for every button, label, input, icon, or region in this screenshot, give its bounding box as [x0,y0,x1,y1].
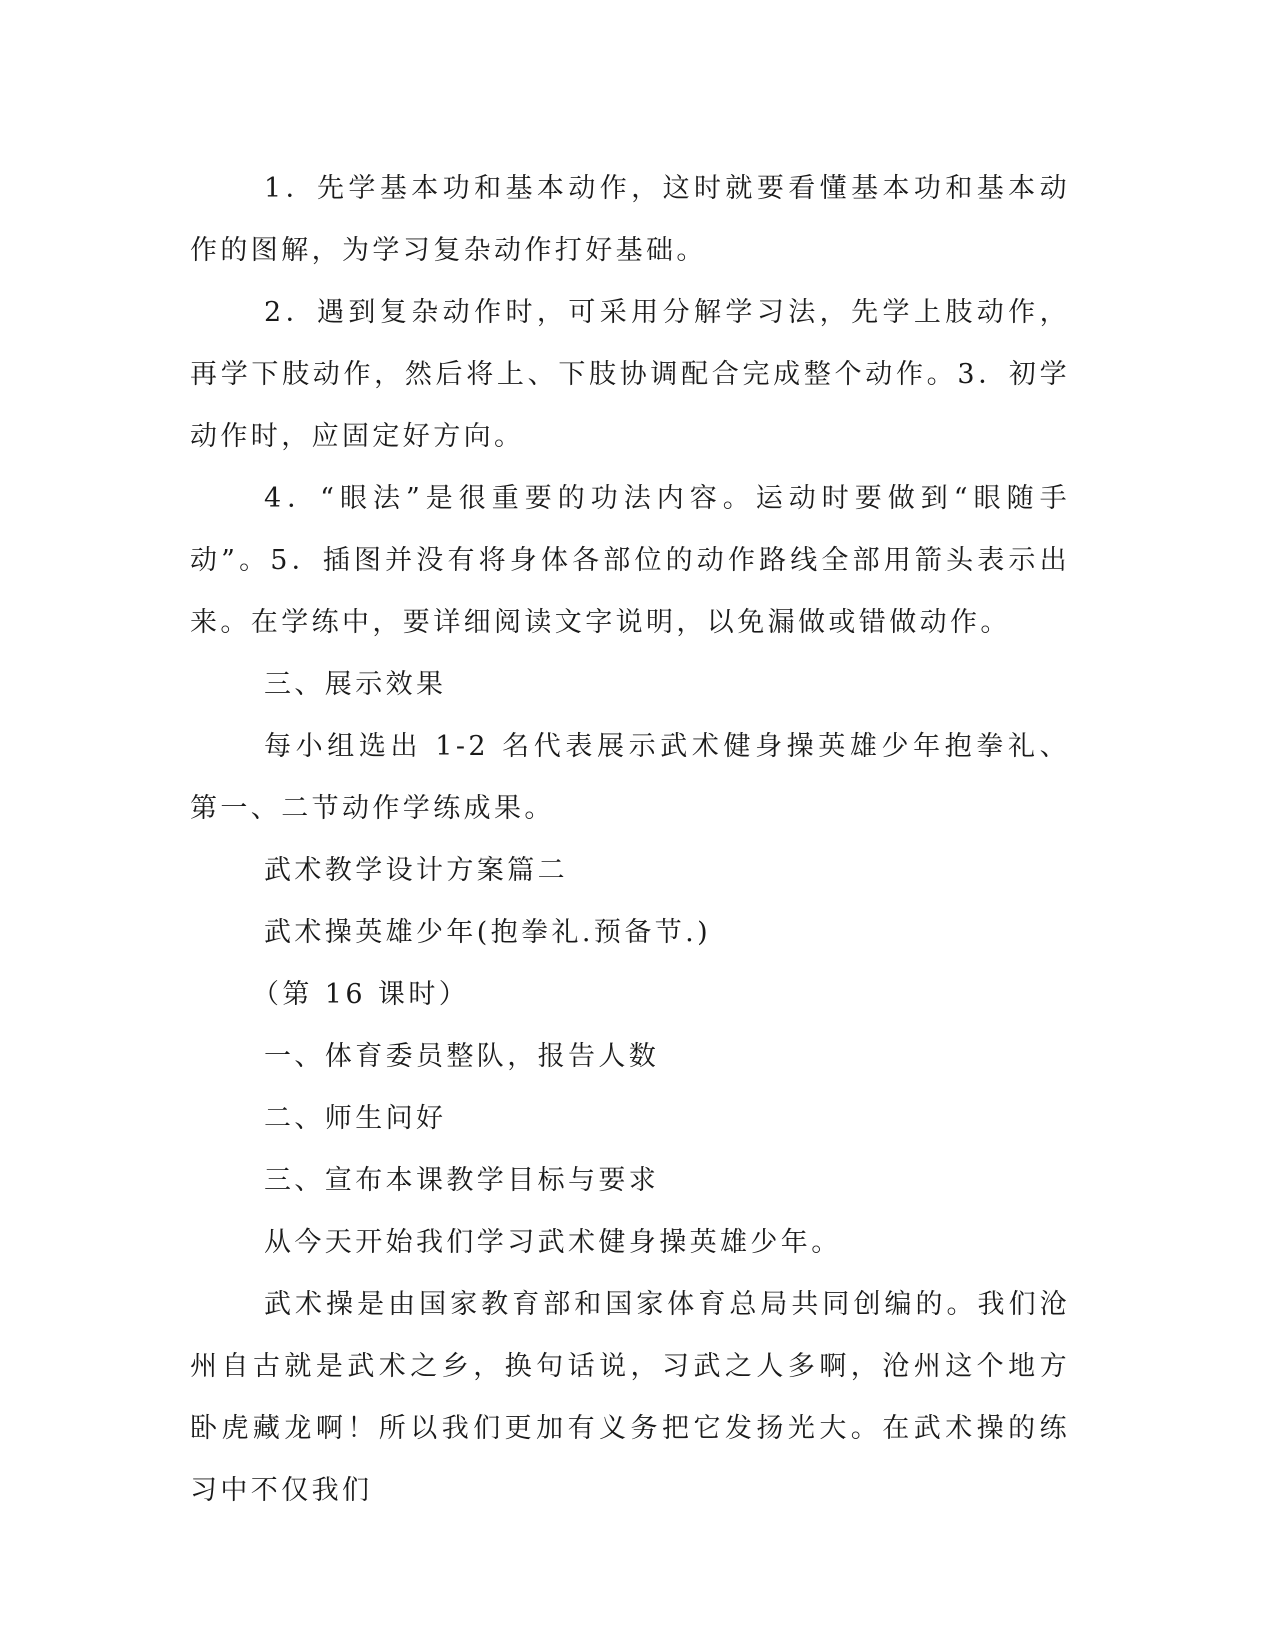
document-body [190,158,1070,1522]
step-line-up: 一、体育委员整队，报告人数 [264,1041,660,1072]
step-objectives: 三、宣布本课教学目标与要求 [264,1165,660,1196]
step-greeting: 二、师生问好 [264,1103,447,1134]
paragraph-basic-skills: 1．先学基本功和基本动作，这时就要看懂基本功和基本动作的图解，为学习复杂动作打好基础。 [190,173,1070,266]
paragraph-complex-moves: 2．遇到复杂动作时，可采用分解学习法，先学上肢动作，再学下肢动作，然后将上、下肢协调配合完成整个动作。3．初学动作时，应固定好方向。 [190,297,1070,452]
lesson-period: （第 16 课时） [252,979,470,1010]
paragraph-cangzhou: 武术操是由国家教育部和国家体育总局共同创编的。我们沧州自古就是武术之乡，换句话说，习武之人多啊，沧州这个地方卧虎藏龙啊！所以我们更加有义务把它发扬光大。在武术操的练习中不仅我们 [190,1289,1070,1506]
paragraph-eye-method: 4．“眼法”是很重要的功法内容。运动时要做到“眼随手动”。5．插图并没有将身体各部位的动作路线全部用箭头表示出来。在学练中，要详细阅读文字说明，以免漏做或错做动作。 [190,483,1070,638]
section-heading-show-results: 三、展示效果 [264,669,447,700]
lesson-title: 武术操英雄少年(抱拳礼.预备节.) [264,917,712,948]
paragraph-group-show: 每小组选出 1-2 名代表展示武术健身操英雄少年抱拳礼、第一、二节动作学练成果。 [190,731,1070,824]
paragraph-start-today: 从今天开始我们学习武术健身操英雄少年。 [264,1227,842,1258]
section-title-plan-two: 武术教学设计方案篇二 [264,855,568,886]
